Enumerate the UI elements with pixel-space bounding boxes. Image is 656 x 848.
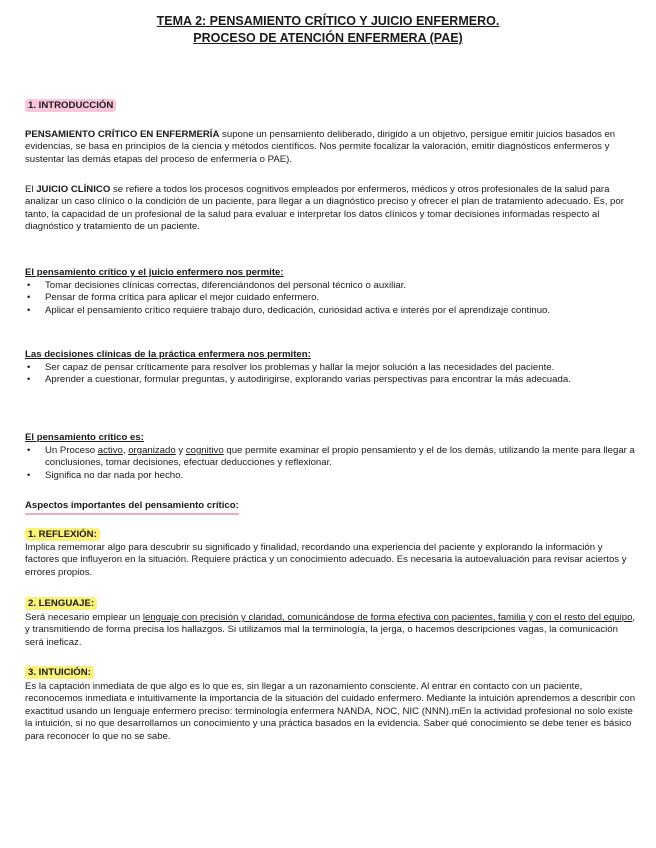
list-item xyxy=(25,445,637,470)
cognitivo-word: cognitivo xyxy=(185,445,224,456)
intuicion-heading: 3. INTUICIÓN: xyxy=(25,666,94,679)
intuicion-text: Es la captación inmediata de que algo es lo que es, sin llegar a un razonamiento consciente. Al entrar en contacto con un paciente, reconocemos inmediata e intuitivamente la importancia de la situación del cuidado enfermero. Mediante la intuición aprendemos a describir con exactitud usando un lenguaje enfermero preciso: terminología enfermera NANDA, NOC, NIC (NNN).mEn la actividad profesional no solo existe la intuición, si no que desarrollamos un conocimiento y una práctica basados en la evidencia. Saber qué conocimiento se debe tener es básico para reconocer lo que no se sabe. xyxy=(25,681,636,742)
reflexion-text: Implica rememorar algo para descubrir su significado y finalidad, recordando una experiencia del paciente y explorando la información y factores que influyeron en la situación. Requiere práctica y un conocimiento adecuado. Es necesaria la autoevaluación para revisar aciertos y errores propios. xyxy=(25,542,627,578)
intro-paragraph-2-pre: El xyxy=(25,184,37,195)
activo-word: activo xyxy=(97,445,123,456)
aspectos-heading: Aspectos importantes del pensamiento crítico: xyxy=(25,500,239,515)
list-item: • Pensar de forma crítica para aplicar el mejor cuidado enfermero. xyxy=(25,292,637,304)
page-title-line-1: TEMA 2: PENSAMIENTO CRÍTICO Y JUICIO ENFERMERO. xyxy=(156,14,500,28)
intro-paragraph-1-text: supone un pensamiento deliberado, dirigido a un objetivo, persigue emitir juicios basados en evidencias, se basa en principios de la ciencia y métodos científicos. Nos permite focalizar la valoración, emitir diagnósticos enfermeros y sustentar las demás etapas del proceso de enfermería o PAE). xyxy=(25,129,616,165)
decisiones-list xyxy=(25,362,637,387)
intro-paragraph-1 xyxy=(25,129,637,166)
permite-list xyxy=(25,280,637,317)
list-item: • Aprender a cuestionar, formular preguntas, y autodirigirse, explorando varias perspectivas para encontrar la más adecuada. xyxy=(25,374,637,386)
intro-paragraph-2-text: se refiere a todos los procesos cognitivos empleados por enfermeros, médicos y otros profesionales de la salud para analizar un caso clínico o la condición de un paciente, para llegar a un diagnóstico preciso y ofrecer el plan de tratamiento adecuado. Es, por tanto, la capacidad de un profesional de la salud para evaluar e interpretar los datos clínicos y tomar decisiones informadas respecto al diagnóstico y tratamiento de un paciente. xyxy=(25,184,624,233)
lenguaje-underlined: lenguaje con precisión y claridad, comunicándose de forma efectiva con pacientes, familia y con el resto del equipo xyxy=(142,612,633,623)
lenguaje-heading-wrap xyxy=(25,598,97,610)
list-item: • Significa no dar nada por hecho. xyxy=(25,470,637,482)
es-item1-sep2: y xyxy=(175,445,186,456)
section-heading-introduccion xyxy=(25,100,116,112)
es-item1-pre: Un Proceso xyxy=(45,445,98,456)
list-item: • Tomar decisiones clínicas correctas, diferenciándonos del personal técnico o auxiliar. xyxy=(25,280,637,292)
es-item1-rest: que permite examinar el propio pensamiento y el de los demás, utilizando la mente para llegar a conclusiones, tomar decisiones, efectuar deducciones y reflexionar. xyxy=(45,445,635,469)
lenguaje-heading: 2. LENGUAJE: xyxy=(25,597,97,610)
lenguaje-pre: Será necesario emplear un xyxy=(25,612,143,623)
page-title-line-2: PROCESO DE ATENCIÓN ENFERMERA (PAE) xyxy=(193,31,463,45)
es-item1-sep1: , xyxy=(122,445,129,456)
pensamiento-critico-term: PENSAMIENTO CRÍTICO EN ENFERMERÍA xyxy=(25,129,220,140)
organizado-word: organizado xyxy=(128,445,176,456)
list-item: • Aplicar el pensamiento crítico requiere trabajo duro, dedicación, curiosidad activa e interés por el aprendizaje continuo. xyxy=(25,305,637,317)
decisiones-heading: Las decisiones clínicas de la práctica enfermera nos permiten: xyxy=(25,349,311,360)
lenguaje-rest: , y transmitiendo de forma precisa los hallazgos. Si utilizamos mal la terminología, la jerga, o hacemos descripciones vagas, la comunicación será ineficaz. xyxy=(25,612,636,648)
list-item: • Ser capaz de pensar críticamente para resolver los problemas y hallar la mejor solución a las necesidades del paciente. xyxy=(25,362,637,374)
es-heading: El pensamiento crítico es: xyxy=(25,432,144,443)
intuicion-heading-wrap xyxy=(25,667,94,679)
permite-heading: El pensamiento crítico y el juicio enfermero nos permite: xyxy=(25,267,284,278)
reflexion-heading: 1. REFLEXIÓN: xyxy=(25,528,100,541)
introduccion-heading: 1. INTRODUCCIÓN xyxy=(25,99,116,112)
lenguaje-text xyxy=(25,612,637,649)
intro-paragraph-2 xyxy=(25,184,637,234)
juicio-clinico-term: JUICIO CLÍNICO xyxy=(36,184,111,195)
es-list xyxy=(25,445,637,482)
reflexion-heading-wrap xyxy=(25,529,100,541)
